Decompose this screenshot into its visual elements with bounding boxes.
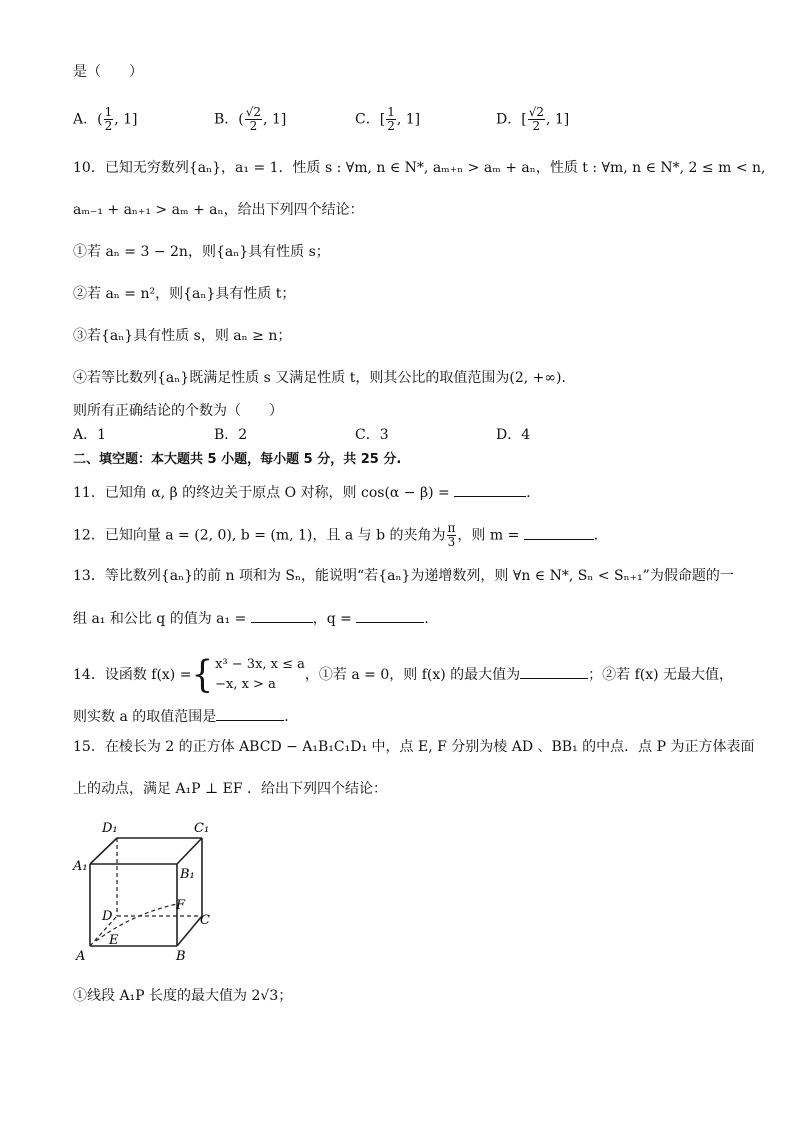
q10-stem-line1: 10．已知无穷数列{aₙ}，a₁ = 1．性质 s : ∀m, n ∈ N*, aₘ₊ₙ > aₘ + aₙ，性质 t : ∀m, n ∈ N*, 2 ≤ m < n, — [73, 160, 766, 176]
section-heading: 二、填空题：本大题共 5 小题，每小题 5 分，共 25 分. — [73, 452, 402, 467]
q10-stem-line2: aₘ₋₁ + aₙ₊₁ > aₘ + aₙ，给出下列四个结论： — [73, 202, 364, 218]
q13-line2: 组 a₁ 和公比 q 的值为 a₁ = ，q = ． — [73, 608, 438, 629]
q10-option-a: A．1 — [73, 427, 107, 443]
label-d1: D₁ — [102, 821, 118, 836]
q9-option-b: B．( $\frac{√2}{2}$ , 1] — [214, 105, 287, 133]
q11-blank — [454, 482, 526, 497]
q9-option-d: D．[ $\frac{√2}{2}$ , 1] — [496, 105, 570, 133]
label-a: A — [76, 949, 86, 964]
q15-line2: 上的动点，满足 A₁P ⊥ EF ．给出下列四个结论： — [73, 781, 388, 797]
q12-blank — [524, 525, 594, 540]
q10-claim-3: ③若{aₙ}具有性质 s，则 aₙ ≥ n； — [73, 328, 292, 344]
q11: 11．已知角 α, β 的终边关于原点 O 对称，则 cos(α − β) = ． — [73, 482, 540, 503]
q10-claim-2: ②若 aₙ = n²，则{aₙ}具有性质 t； — [73, 286, 296, 302]
q14-line2: 则实数 a 的取值范围是 ． — [73, 706, 298, 727]
q10-option-d: D．4 — [496, 427, 531, 443]
q13-blank-q — [356, 608, 424, 623]
q15-line1: 15．在棱长为 2 的正方体 ABCD − A₁B₁C₁D₁ 中，点 E, F 分别为棱 AD 、BB₁ 的中点．点 P 为正方体表面 — [73, 739, 755, 755]
label-b1: B₁ — [180, 867, 195, 882]
q10-option-c: C．3 — [355, 427, 389, 443]
q12: 12．已知向量 a = (2, 0), b = (m, 1)，且 a 与 b 的夹角为 $\frac{\pi}{3}$ ，则 m = ． — [73, 521, 608, 549]
q10-question: 则所有正确结论的个数为（ ） — [73, 403, 283, 419]
q14-blank-max — [520, 664, 588, 679]
label-c1: C₁ — [194, 821, 210, 836]
q9-tail: 是（ ） — [73, 64, 143, 80]
q10-claim-4: ④若等比数列{aₙ}既满足性质 s 又满足性质 t，则其公比的取值范围为(2, +∞)． — [73, 370, 576, 386]
label-e: E — [109, 933, 119, 948]
q13-line1: 13．等比数列{aₙ}的前 n 项和为 Sₙ，能说明“若{aₙ}为递增数列，则 ∀n ∈ N*, Sₙ < Sₙ₊₁”为假命题的一 — [73, 568, 734, 584]
q10-option-b: B．2 — [214, 427, 248, 443]
cube-figure — [72, 816, 222, 966]
q9-option-c: C．[ $\frac{1}{2}$ , 1] — [355, 105, 421, 133]
q9-option-a: A．( $\frac{1}{2}$ , 1] — [73, 105, 138, 133]
label-c: C — [200, 913, 210, 928]
q14-line1: 14．设函数 f(x) ={ x³ − 3x, x ≤ a −x, x > a ，①若 a = 0，则 f(x) 的最大值为 ；②若 f(x) 无最大值， — [73, 653, 734, 697]
q14-blank-range — [216, 706, 284, 721]
q10-claim-1: ①若 aₙ = 3 − 2n，则{aₙ}具有性质 s； — [73, 244, 330, 260]
label-a1: A₁ — [73, 859, 88, 874]
label-d: D — [102, 909, 113, 924]
label-b: B — [176, 949, 186, 964]
label-f: F — [176, 898, 186, 913]
q15-claim-1: ①线段 A₁P 长度的最大值为 2√3； — [73, 988, 293, 1004]
q13-blank-a1 — [251, 608, 313, 623]
